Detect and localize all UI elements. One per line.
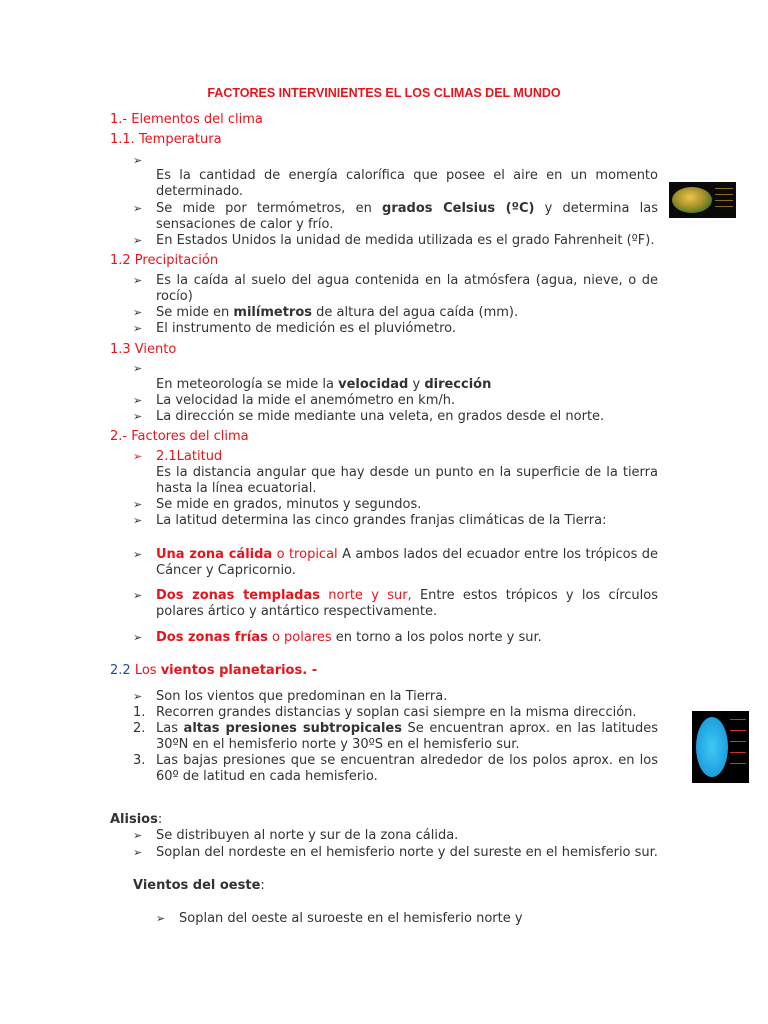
paragraph-temperatura-def: Es la cantidad de energía calorífica que posee el aire en un momento determinado. <box>156 168 658 199</box>
bullet-arrow-icon: ➢ <box>133 410 143 423</box>
bullet-arrow-icon: ➢ <box>133 690 143 703</box>
list-item-text: Soplan del nordeste en el hemisferio norte y del sureste en el hemisferio sur. <box>156 845 658 860</box>
list-item-text: Las bajas presiones que se encuentran alrededor de los polos aprox. en los 60º de latitud en cada hemisferio. <box>156 753 658 784</box>
bullet-arrow-icon: ➢ <box>133 234 143 247</box>
bullet-arrow-icon: ➢ <box>133 829 143 842</box>
zone-templadas-text: Dos zonas templadas norte y sur, Entre estos trópicos y los círculos polares ártico y antártico respectivamente. <box>156 588 659 619</box>
globe-icon <box>672 187 712 213</box>
zone-calida-text: Una zona cálida o tropical A ambos lados del ecuador entre los trópicos de Cáncer y Capricornio. <box>156 547 658 578</box>
pressure-belts-thumbnail <box>692 711 749 783</box>
list-item-text: Se distribuyen al norte y sur de la zona cálida. <box>156 828 459 843</box>
bullet-arrow-icon: ➢ <box>133 202 143 215</box>
list-item-text: El instrumento de medición es el pluviómetro. <box>156 321 457 336</box>
list-item-text: La latitud determina las cinco grandes franjas climáticas de la Tierra: <box>156 513 607 528</box>
subheading-latitud: 2.1Latitud <box>156 449 223 464</box>
list-number: 1. <box>133 705 146 720</box>
paragraph-viento: En meteorología se mide la velocidad y dirección <box>156 377 492 392</box>
subheading-alisios: Alisios: <box>110 812 163 827</box>
section-heading-factores: 2.- Factores del clima <box>110 429 249 444</box>
list-item-text: La dirección se mide mediante una veleta, en grados desde el norte. <box>156 409 605 424</box>
bullet-arrow-icon: ➢ <box>133 846 143 859</box>
list-number: 3. <box>133 753 146 768</box>
bullet-arrow-icon: ➢ <box>156 912 166 925</box>
bullet-arrow-icon: ➢ <box>133 450 143 463</box>
list-item-text: En Estados Unidos la unidad de medida utilizada es el grado Fahrenheit (ºF). <box>156 233 655 248</box>
globe-icon <box>696 717 728 777</box>
zone-frias-text: Dos zonas frías o polares en torno a los polos norte y sur. <box>156 630 542 645</box>
bullet-arrow-icon: ➢ <box>133 322 143 335</box>
bullet-arrow-icon: ➢ <box>133 548 143 561</box>
page-title: FACTORES INTERVINIENTES EL LOS CLIMAS DEL MUNDO <box>207 86 561 100</box>
paragraph-latitud-def: Es la distancia angular que hay desde un punto en la superficie de la tierra hasta la línea ecuatorial. <box>156 465 658 496</box>
list-item-text: Se mide en milímetros de altura del agua caída (mm). <box>156 305 519 320</box>
bullet-arrow-icon: ➢ <box>133 362 143 375</box>
legend-lines-icon <box>715 188 733 212</box>
bullet-arrow-icon: ➢ <box>133 631 143 644</box>
list-item-text: Las altas presiones subtropicales Se encuentran aprox. en las latitudes 30ºN en el hemisferio norte y 30ºS en el hemisferio sur. <box>156 721 658 752</box>
bullet-arrow-icon: ➢ <box>133 154 143 167</box>
subheading-vientos-oeste: Vientos del oeste: <box>133 878 265 893</box>
temperature-map-thumbnail <box>669 182 736 218</box>
subheading-precipitacion: 1.2 Precipitación <box>110 253 219 268</box>
subheading-vientos-planetarios: 2.2 Los vientos planetarios. - <box>110 663 318 678</box>
list-item-text: Soplan del oeste al suroeste en el hemisferio norte y <box>179 911 523 926</box>
list-item-text: Se mide en grados, minutos y segundos. <box>156 497 422 512</box>
subheading-temperatura: 1.1. Temperatura <box>110 132 222 147</box>
bullet-arrow-icon: ➢ <box>133 514 143 527</box>
list-number: 2. <box>133 721 146 736</box>
list-item-text: Es la caída al suelo del agua contenida en la atmósfera (agua, nieve, o de rocío) <box>156 273 658 304</box>
bullet-arrow-icon: ➢ <box>133 274 143 287</box>
list-item-text: Son los vientos que predominan en la Tierra. <box>156 689 448 704</box>
bullet-arrow-icon: ➢ <box>133 306 143 319</box>
subheading-viento: 1.3 Viento <box>110 342 177 357</box>
bullet-arrow-icon: ➢ <box>133 394 143 407</box>
list-item-text: La velocidad la mide el anemómetro en km/h. <box>156 393 456 408</box>
bullet-arrow-icon: ➢ <box>133 498 143 511</box>
list-item-text: Recorren grandes distancias y soplan casi siempre en la misma dirección. <box>156 705 637 720</box>
legend-lines-icon <box>730 719 746 775</box>
list-item-text: Se mide por termómetros, en grados Celsius (ºC) y determina las sensaciones de calor y frío. <box>156 201 658 232</box>
section-heading-elementos: 1.- Elementos del clima <box>110 112 263 127</box>
bullet-arrow-icon: ➢ <box>133 589 143 602</box>
